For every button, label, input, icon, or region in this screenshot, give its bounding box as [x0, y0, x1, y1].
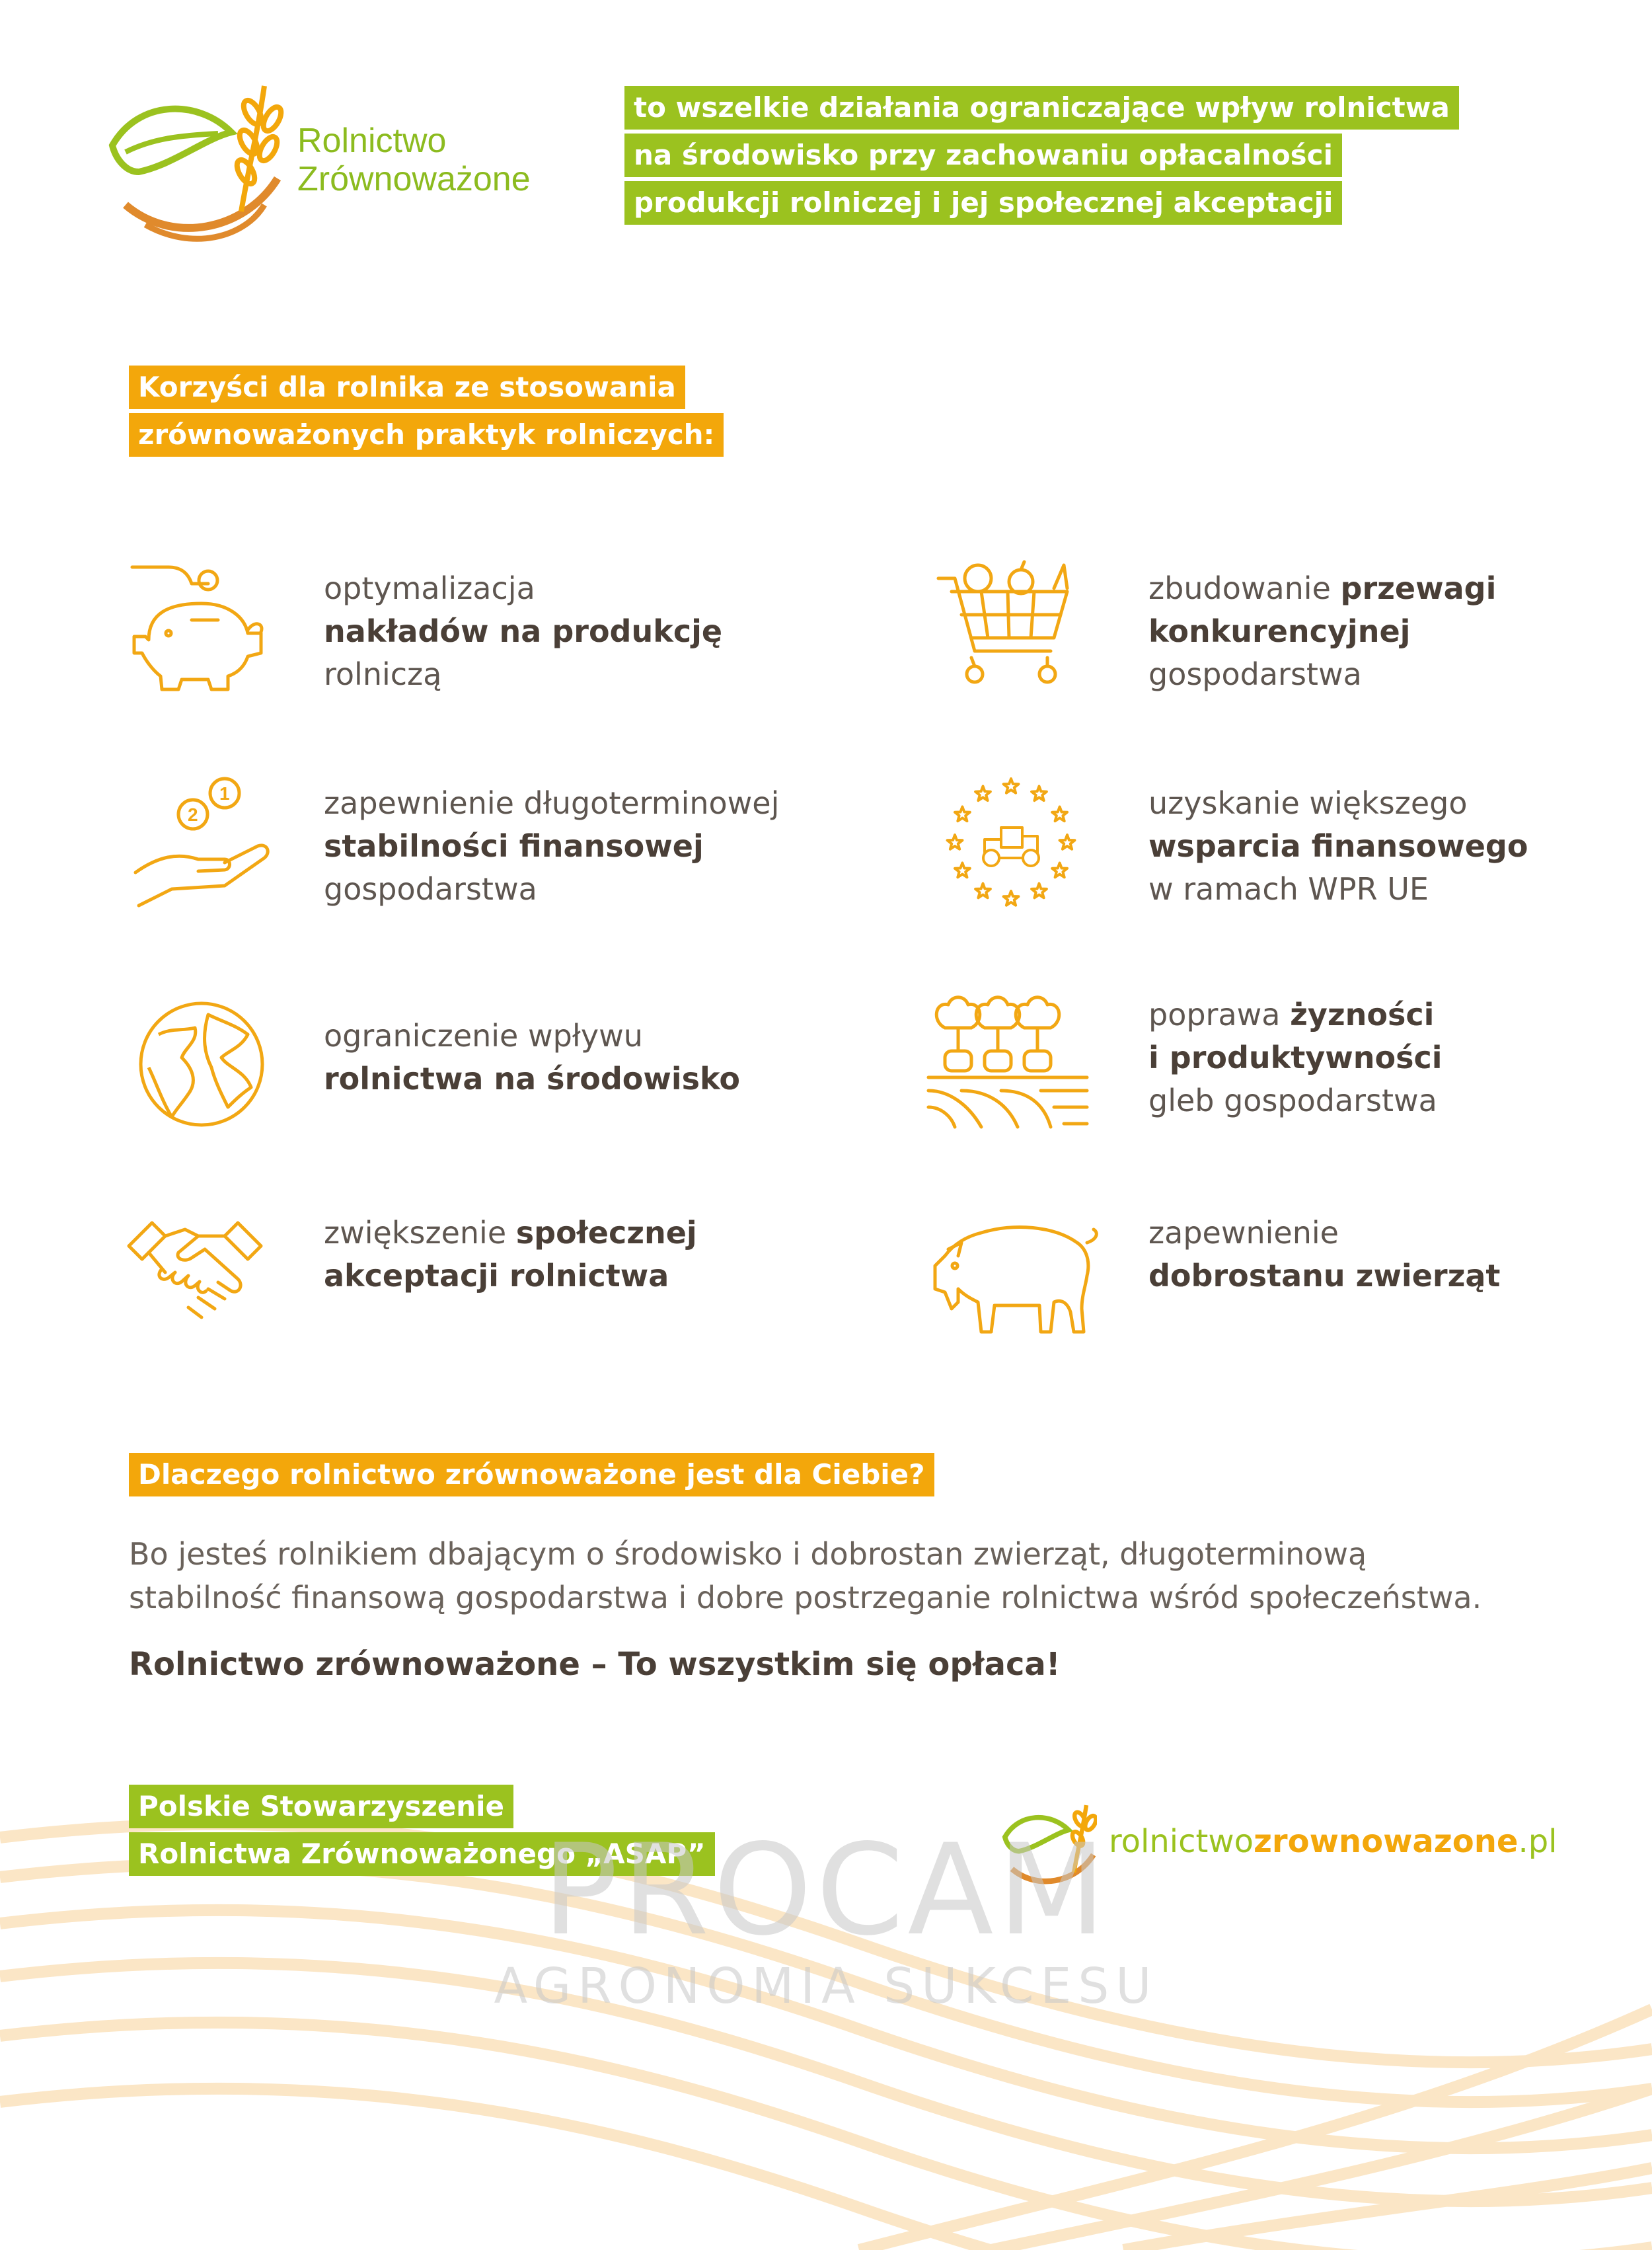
benefit-2-post: gospodarstwa	[1148, 656, 1362, 692]
why-paragraph-line-1: Bo jesteś rolnikiem dbającym o środowisko i dobrostan zwierząt, długoterminową	[129, 1536, 1367, 1572]
benefit-3-bold: stabilności finansowej	[324, 828, 704, 864]
benefit-6-pre: poprawa	[1148, 997, 1281, 1032]
benefit-4-post: w ramach WPR UE	[1148, 871, 1429, 907]
benefit-1-text	[324, 567, 852, 696]
watermark-title: PROCAM	[542, 1817, 1110, 1963]
watermark-subtitle: AGRONOMIA SUKCESU	[494, 1958, 1158, 2015]
benefit-4-text	[1148, 782, 1652, 911]
footer-org-line-2: Rolnictwa Zrównoważonego „ASAP”	[129, 1832, 715, 1876]
benefits-heading-line-1: Korzyści dla rolnika ze stosowania	[129, 366, 685, 409]
eu-tractor-icon	[938, 773, 1077, 912]
benefit-1-bold: nakładów na produkcję	[324, 613, 723, 649]
benefit-1-post: rolniczą	[324, 656, 442, 692]
benefit-6-bold-1: żyzności	[1290, 997, 1435, 1032]
eu-star-icon	[948, 835, 963, 849]
eu-star-icon	[1032, 884, 1047, 898]
why-heading-text: Dlaczego rolnictwo zrównoważone jest dla Ciebie?	[129, 1453, 934, 1496]
piggy-bank-icon	[129, 554, 268, 693]
benefit-4-bold: wsparcia finansowego	[1148, 828, 1528, 864]
benefit-6-post: gleb gospodarstwa	[1148, 1083, 1437, 1118]
logo-wordmark	[297, 122, 531, 198]
benefit-8-pre: zapewnienie	[1148, 1215, 1339, 1251]
logo-emblem-icon	[99, 73, 284, 245]
definition-line-3: produkcji rolniczej i jej społecznej akceptacji	[624, 181, 1342, 225]
benefit-7-pre: zwiększenie	[324, 1215, 507, 1251]
eu-star-icon	[1052, 863, 1067, 878]
why-paragraph	[129, 1532, 1616, 1619]
slogan: Rolnictwo zrównoważone – To wszystkim się opłaca!	[129, 1646, 1061, 1683]
why-paragraph-line-2: stabilność finansową gospodarstwa i dobre postrzeganie rolnictwa wśród społeczeństwa.	[129, 1580, 1482, 1615]
definition-line-2: na środowisko przy zachowaniu opłacalności	[624, 134, 1342, 177]
url-part-1: rolnictwo	[1109, 1823, 1254, 1860]
header-logo	[99, 73, 575, 245]
eu-star-icon	[1052, 807, 1067, 822]
eu-star-icon	[1060, 835, 1075, 849]
benefit-5-pre: ograniczenie wpływu	[324, 1018, 643, 1054]
logo-line-1: Rolnictwo	[297, 122, 447, 160]
eu-star-icon	[1032, 786, 1047, 800]
benefit-6-text	[1148, 993, 1652, 1122]
benefit-1-pre: optymalizacja	[324, 570, 535, 606]
benefits-heading	[129, 366, 724, 461]
why-heading	[129, 1453, 934, 1496]
shopping-cart-icon	[935, 552, 1074, 691]
benefits-heading-line-2: zrównoważonych praktyk rolniczych:	[129, 413, 724, 457]
definition-block	[624, 86, 1459, 229]
url-part-3: .pl	[1518, 1823, 1558, 1860]
globe-icon	[135, 995, 274, 1134]
pig-icon	[925, 1203, 1104, 1342]
benefit-2-pre: zbudowanie	[1148, 570, 1331, 606]
svg-text:1: 1	[219, 783, 230, 804]
eu-star-icon	[955, 863, 970, 878]
benefit-2-bold-2: konkurencyjnej	[1148, 613, 1411, 649]
benefit-2-bold-1: przewagi	[1340, 570, 1497, 606]
eu-star-icon	[1004, 779, 1019, 793]
benefit-3-post: gospodarstwa	[324, 871, 537, 907]
footer-org-line-1: Polskie Stowarzyszenie	[129, 1785, 513, 1828]
url-part-2: zrownowazone	[1253, 1823, 1519, 1860]
coins-hand-icon	[132, 773, 271, 912]
benefit-5-text	[324, 1015, 852, 1101]
soil-crops-icon	[919, 991, 1097, 1130]
benefit-7-text	[324, 1212, 852, 1298]
eu-star-icon	[955, 807, 970, 822]
eu-star-icon	[1004, 891, 1019, 906]
benefit-2-text	[1148, 567, 1652, 696]
eu-star-icon	[975, 786, 991, 800]
handshake-icon	[126, 1200, 264, 1338]
benefit-8-bold: dobrostanu zwierząt	[1148, 1258, 1501, 1294]
benefit-7-bold-2: akceptacji rolnictwa	[324, 1258, 669, 1294]
logo-line-2: Zrównoważone	[297, 160, 531, 198]
benefit-4-pre: uzyskanie większego	[1148, 785, 1468, 821]
eu-star-icon	[975, 884, 991, 898]
benefit-3-pre: zapewnienie długoterminowej	[324, 785, 780, 821]
benefit-5-bold: rolnictwa na środowisko	[324, 1061, 740, 1097]
benefit-6-bold-2: i produktywności	[1148, 1040, 1443, 1075]
benefit-8-text	[1148, 1212, 1652, 1298]
benefit-7-bold-1: społecznej	[515, 1215, 697, 1251]
benefit-3-text	[324, 782, 852, 911]
svg-text:2: 2	[188, 804, 198, 825]
definition-line-1: to wszelkie działania ograniczające wpływ rolnictwa	[624, 86, 1459, 130]
